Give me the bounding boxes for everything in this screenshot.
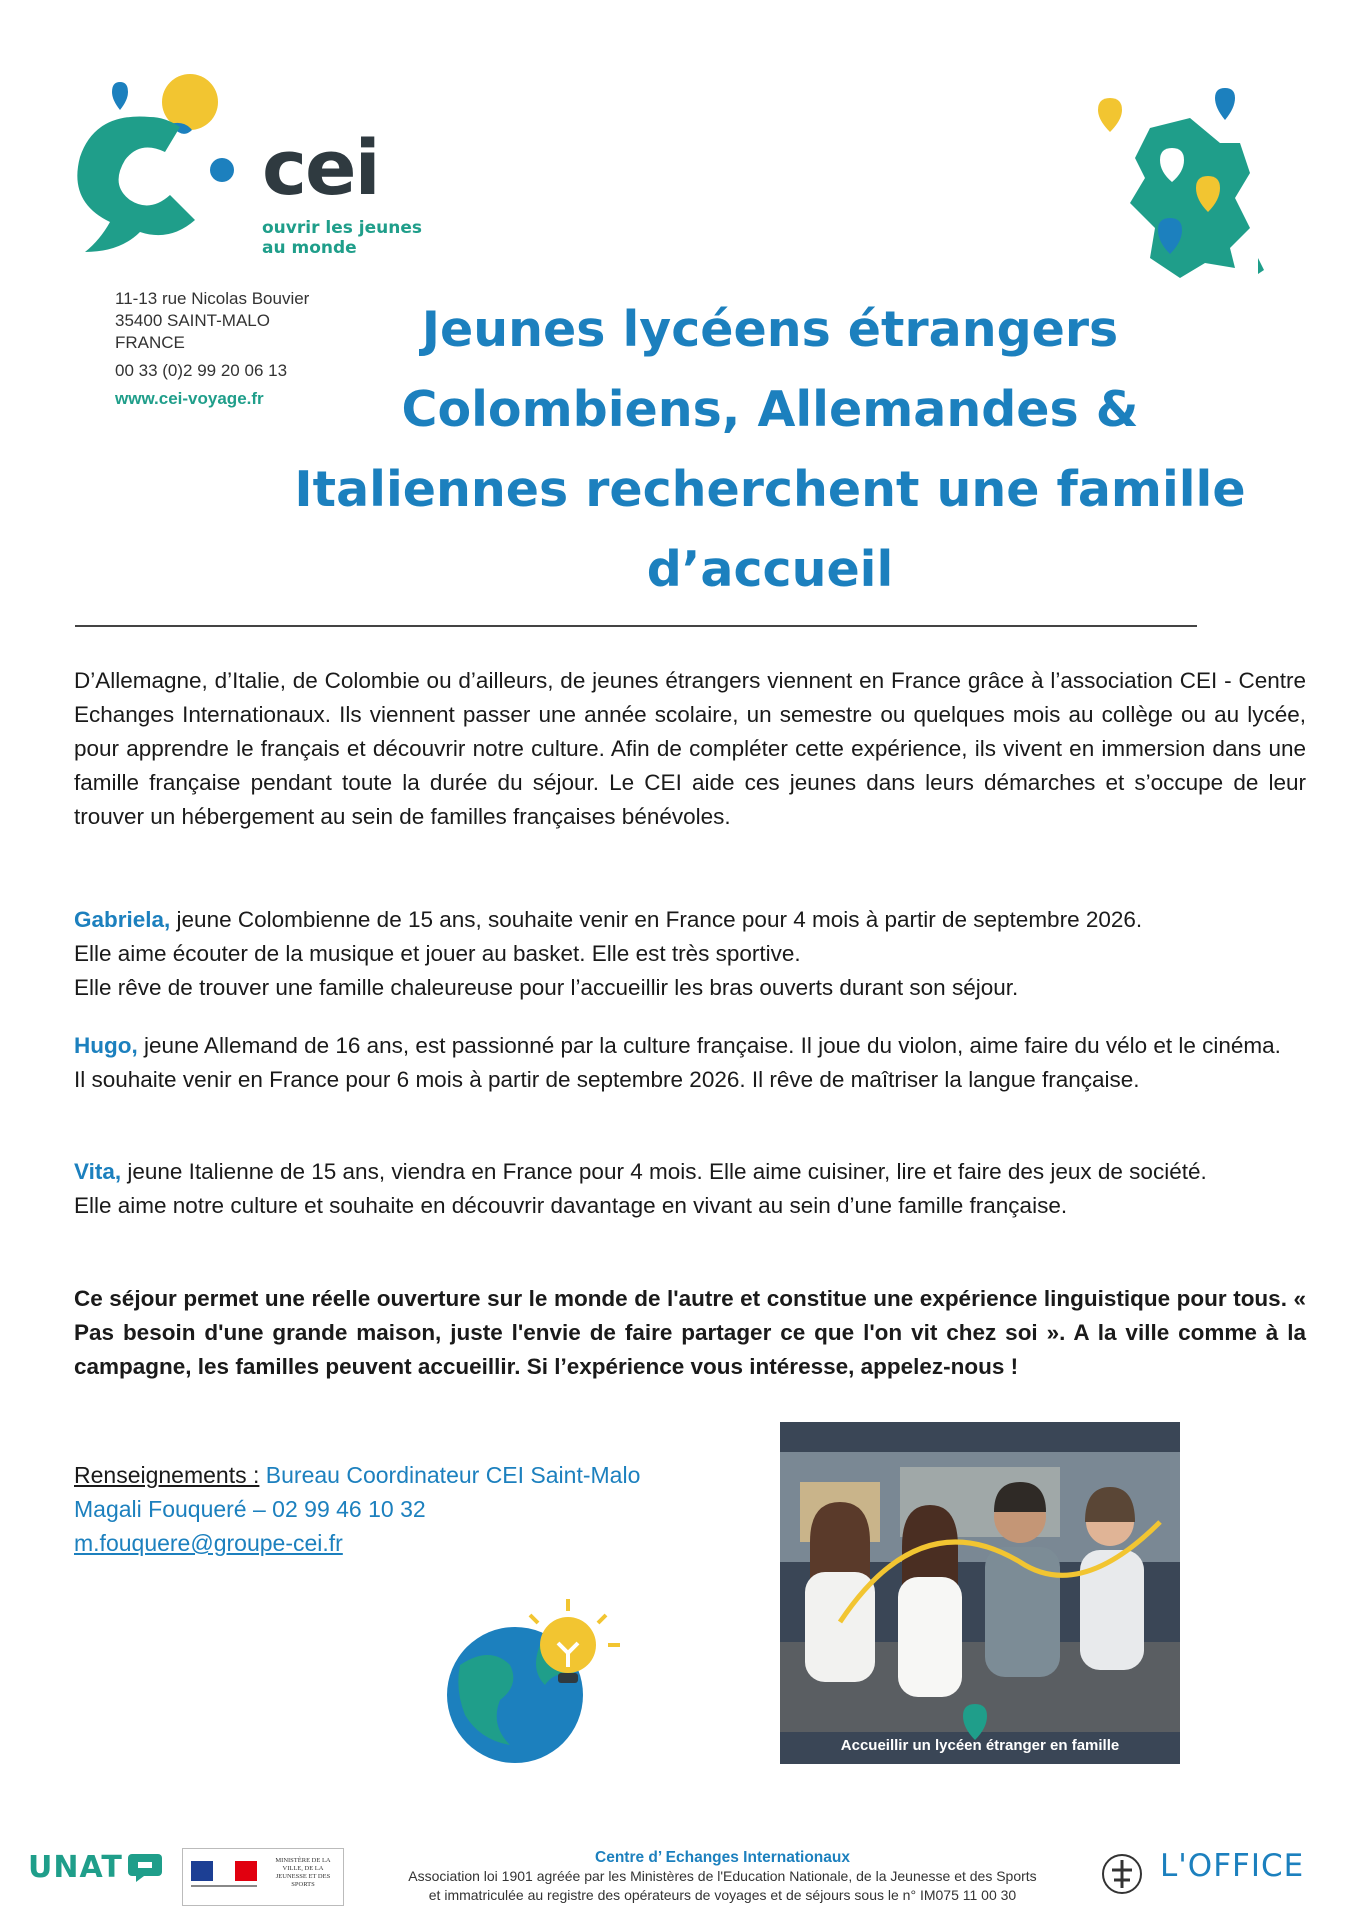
loffice-logo-text: L'OFFICE xyxy=(1160,1848,1305,1884)
contact-block xyxy=(74,1458,640,1560)
logo-tagline-line-2: au monde xyxy=(262,238,357,258)
title-line-2: Colombiens, Allemandes & xyxy=(401,381,1139,438)
profile-text: Elle aime notre culture et souhaite en découvrir davantage en vivant au sein d’une famille française. xyxy=(74,1193,1068,1218)
footer-legal xyxy=(355,1848,1090,1905)
french-flag-icon xyxy=(191,1861,257,1891)
france-map-icon xyxy=(1090,88,1270,288)
photo-caption: Accueillir un lycéen étranger en famille xyxy=(840,1737,1120,1754)
title-line-4: d’accueil xyxy=(646,541,894,598)
loffice-logo xyxy=(1100,1848,1330,1904)
title-line-1: Jeunes lycéens étrangers xyxy=(421,301,1119,358)
profile-name: Gabriela, xyxy=(74,907,171,932)
logo-text: cei xyxy=(262,123,379,212)
ministere-text: MINISTÈRE DE LA VILLE, DE LA JEUNESSE ET DES SPORTS xyxy=(275,1857,331,1888)
footer-org-name: Centre d’ Echanges Internationaux xyxy=(595,1849,850,1866)
unat-logo-text: UNAT xyxy=(28,1850,123,1885)
unat-logo xyxy=(28,1850,170,1902)
address-phone: 00 33 (0)2 99 20 06 13 xyxy=(115,361,288,380)
contact-office: Bureau Coordinateur CEI Saint-Malo xyxy=(259,1462,641,1488)
family-photo xyxy=(780,1422,1180,1764)
globe-lightbulb-icon xyxy=(440,1585,640,1765)
intro-paragraph: D’Allemagne, d’Italie, de Colombie ou d’ailleurs, de jeunes étrangers viennent en France grâce à l’association CEI - Centre Echanges Internationaux. Ils viennent passer une année scolaire, un semestre ou quelques mois au collège ou au lycée, pour apprendre le français et découvrir notre culture. Afin de compléter cette expérience, ils vivent en immersion dans une famille française pendant toute la durée du séjour. Le CEI aide ces jeunes dans leurs démarches et s’occupe de leur trouver un hébergement au sein de familles françaises bénévoles. xyxy=(74,668,1306,829)
profile-hugo xyxy=(74,1029,1306,1097)
divider xyxy=(75,625,1197,627)
profile-text: jeune Colombienne de 15 ans, souhaite venir en France pour 4 mois à partir de septembre 2026. xyxy=(170,907,1143,932)
address-street: 11-13 rue Nicolas Bouvier xyxy=(115,289,310,308)
profile-text: Elle aime écouter de la musique et jouer au basket. Elle est très sportive. xyxy=(74,941,801,966)
footer-legal-line-2: et immatriculée au registre des opérateurs de voyages et de séjours sous le n° IM075 11 00 30 xyxy=(428,1887,1017,1903)
emblem-icon xyxy=(1100,1852,1144,1896)
contact-person: Magali Fouqueré – 02 99 46 10 32 xyxy=(74,1496,426,1522)
profile-gabriela xyxy=(74,903,1306,1005)
address-country: FRANCE xyxy=(115,333,185,352)
address-city: 35400 SAINT-MALO xyxy=(115,311,270,330)
profile-text: jeune Italienne de 15 ans, viendra en France pour 4 mois. Elle aime cuisiner, lire et faire des jeux de société. xyxy=(121,1159,1207,1184)
family-photo-illustration xyxy=(780,1422,1180,1764)
closing-paragraph: Ce séjour permet une réelle ouverture sur le monde de l'autre et constitue une expérience linguistique pour tous. « Pas besoin d'une grande maison, juste l'envie de faire partager ce que l'on vit chez soi ». A la ville comme à la campagne, les familles peuvent accueillir. Si l’expérience vous intéresse, appelez-nous ! xyxy=(74,1286,1306,1379)
cei-logo-mark-icon xyxy=(50,62,260,272)
website-link[interactable]: www.cei-voyage.fr xyxy=(115,389,264,408)
logo-tagline-line-1: ouvrir les jeunes xyxy=(262,218,422,238)
unat-speech-icon xyxy=(128,1854,162,1882)
republique-francaise-logo xyxy=(182,1848,344,1906)
page-title xyxy=(280,290,1260,610)
contact-label: Renseignements : xyxy=(74,1462,260,1488)
profile-name: Hugo, xyxy=(74,1033,138,1058)
profile-text: Elle rêve de trouver une famille chaleureuse pour l’accueillir les bras ouverts durant son séjour. xyxy=(74,975,1019,1000)
profile-vita xyxy=(74,1155,1306,1223)
title-line-3: Italiennes recherchent une famille xyxy=(294,461,1246,518)
profile-text: jeune Allemand de 16 ans, est passionné par la culture française. Il joue du violon, aime faire du vélo et le cinéma. xyxy=(137,1033,1281,1058)
contact-email-link[interactable]: m.fouquere@groupe-cei.fr xyxy=(74,1530,343,1556)
logo-tagline xyxy=(262,218,422,258)
profile-text: Il souhaite venir en France pour 6 mois à partir de septembre 2026. Il rêve de maîtriser la langue française. xyxy=(74,1067,1140,1092)
footer-legal-line-1: Association loi 1901 agréée par les Ministères de l'Education Nationale, de la Jeunesse et des Sports xyxy=(408,1868,1037,1884)
profile-name: Vita, xyxy=(74,1159,122,1184)
